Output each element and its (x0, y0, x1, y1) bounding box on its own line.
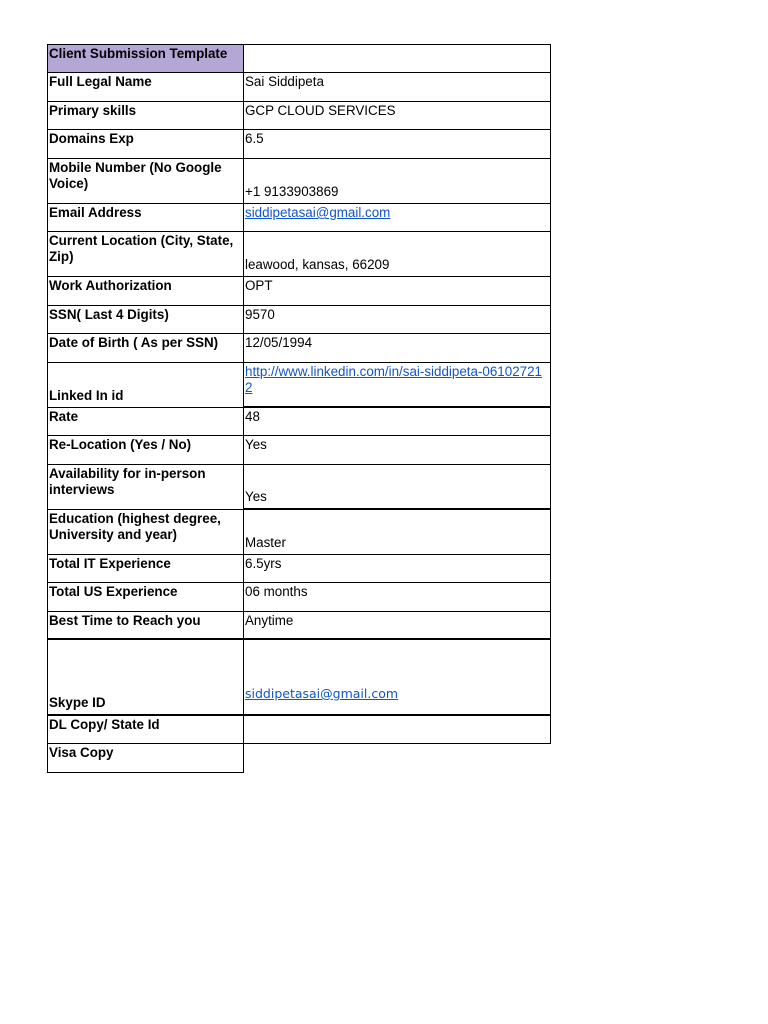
label-rate: Rate (47, 407, 244, 436)
label-best-time: Best Time to Reach you (47, 611, 244, 640)
label-total-us-experience: Total US Experience (47, 582, 244, 612)
value-availability: Yes (245, 489, 267, 504)
label-availability: Availability for in-person interviews (47, 464, 244, 510)
label-education: Education (highest degree, University and year) (47, 509, 244, 555)
value-email-address-cell (243, 203, 551, 232)
label-work-authorization: Work Authorization (47, 276, 244, 306)
label-visa-copy: Visa Copy (47, 743, 244, 773)
label-mobile-number: Mobile Number (No Google Voice) (47, 158, 244, 204)
value-mobile-number-cell (243, 158, 551, 204)
label-linkedin: Linked In id (49, 388, 124, 403)
value-skype-id-cell (243, 639, 551, 716)
value-total-us-experience: 06 months (243, 582, 551, 612)
label-skype-id-cell (47, 639, 244, 716)
value-education: Master (245, 535, 286, 550)
label-primary-skills: Primary skills (47, 101, 244, 130)
value-ssn: 9570 (243, 305, 551, 334)
label-relocation: Re-Location (Yes / No) (47, 435, 244, 465)
value-primary-skills: GCP CLOUD SERVICES (243, 101, 551, 130)
value-rate: 48 (243, 407, 551, 436)
value-current-location-cell (243, 231, 551, 277)
value-education-cell (243, 509, 551, 555)
value-date-of-birth: 12/05/1994 (243, 333, 551, 363)
value-work-authorization: OPT (243, 276, 551, 306)
value-domains-exp: 6.5 (243, 129, 551, 159)
value-current-location: leawood, kansas, 66209 (245, 257, 390, 272)
value-best-time: Anytime (243, 611, 551, 640)
form-title-value-cell (243, 44, 551, 73)
skype-id-link[interactable]: siddipetasai@gmail.com (245, 686, 399, 701)
label-date-of-birth: Date of Birth ( As per SSN) (47, 333, 244, 363)
label-total-it-experience: Total IT Experience (47, 554, 244, 583)
label-domains-exp: Domains Exp (47, 129, 244, 159)
value-availability-cell (243, 464, 551, 510)
value-relocation: Yes (243, 435, 551, 465)
email-link[interactable]: siddipetasai@gmail.com (245, 205, 391, 220)
form-title: Client Submission Template (47, 44, 244, 73)
linkedin-link[interactable]: http://www.linkedin.com/in/sai-siddipeta-061027212 (245, 364, 542, 395)
value-linkedin-cell (243, 362, 551, 408)
value-full-legal-name: Sai Siddipeta (243, 72, 551, 102)
label-skype-id: Skype ID (49, 695, 106, 710)
label-email-address: Email Address (47, 203, 244, 232)
label-current-location: Current Location (City, State, Zip) (47, 231, 244, 277)
value-mobile-number: +1 9133903869 (245, 184, 339, 199)
label-linkedin-cell (47, 362, 244, 408)
label-ssn: SSN( Last 4 Digits) (47, 305, 244, 334)
label-dl-copy: DL Copy/ State Id (47, 715, 244, 744)
label-full-legal-name: Full Legal Name (47, 72, 244, 102)
value-dl-copy (243, 715, 551, 744)
value-total-it-experience: 6.5yrs (243, 554, 551, 583)
